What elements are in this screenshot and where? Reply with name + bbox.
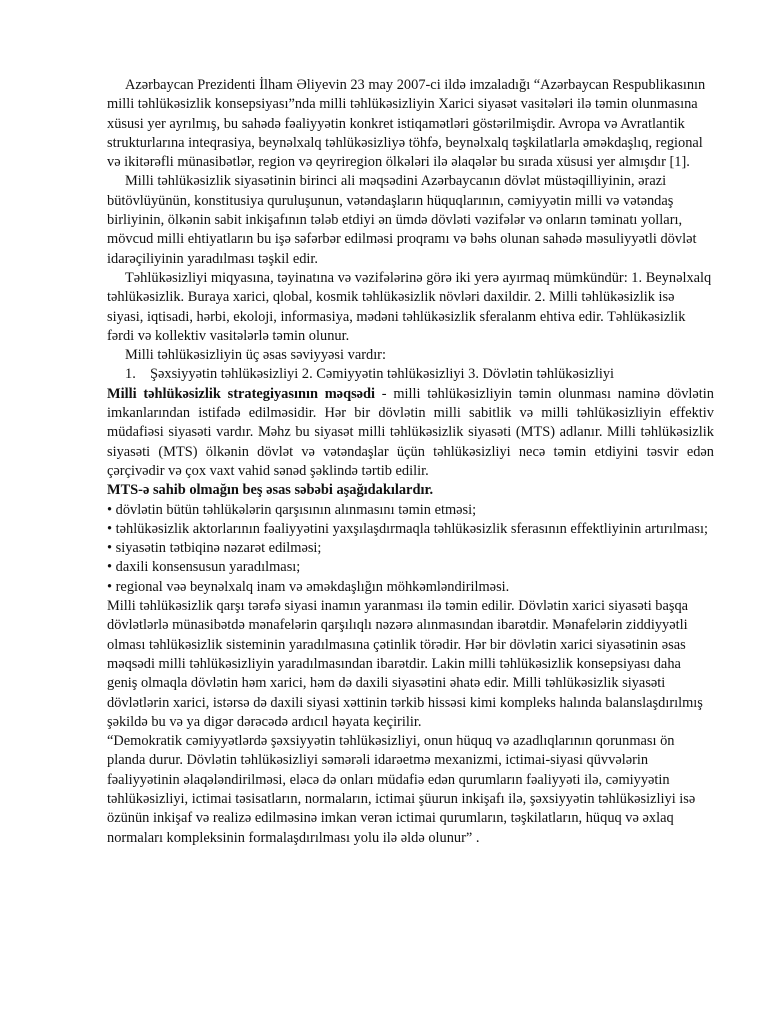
strategy-goal-term: Milli təhlükəsizlik strategiyasının məqsədi (107, 385, 376, 402)
list-number: 1. (125, 366, 136, 383)
bullet-item-1: • dövlətin bütün təhlükələrin qarşısının alınmasını təmin etməsi; (107, 501, 477, 518)
bullet-item-2: • təhlükəsizlik aktorlarının fəaliyyətini yaxşılaşdırmaqla təhlükəsizlik sferasının effektliyinin artırılması; (107, 520, 709, 537)
bullet-item-5: • regional vəə beynəlxalq inam və əməkdaşlığın möhkəmləndirilməsi. (107, 578, 510, 595)
document-page (107, 76, 714, 848)
paragraph-levels-intro: Milli təhlükəsizliyin üç əsas səviyyəsi vardır: (125, 347, 386, 364)
paragraph-quote: “Demokratik cəmiyyətlərdə şəxsiyyətin təhlükəsizliyi, onun hüquq və azadlıqlarının qorunması ön planda durur. Dövlətin təhlükəsizliyi səmərəli idarəetmə mexanizmi, ictimai-siyasi qüvvələrin fəaliyyətinin əlaqələndirilməsi, eləcə də onları müdafiə edən qurumların fəaliyyəti ilə, cəmiyyətin təhlükəsizliyi, ictimai təsisatların, normaların, ictimai şüurun inkişafı ilə, şəxsiyyətin təhlükəsizliyi isə özünün inkişaf və realizə edilməsinə imkan verən ictimai qurumların, təşkilatların, hüquq və əxlaq normaları kompleksinin formalaşdırılması yolu ilə əldə olunur” . (107, 733, 696, 846)
strategy-goal-text: - milli təhlükəsizliyin təmin olunması naminə dövlətin imkanlarından istifadə edilməsidir. Hər bir dövlətin milli sabitlik və milli təhlükəsizliyin effektiv müdafiəsi siyasəti vardır. Məhz bu siyasət milli təhlükəsizlik siyasəti (MTS) adlanır. Milli təhlükəsizlik siyasəti (MTS) ölkənin dövlət və vətəndaşlar üçün təhlükəsizliyi necə təmin etdiyini təsvir edən çərçivədir və çox vaxt vahid sənəd şəklində tərtib edilir. (107, 385, 714, 479)
paragraph-policy-goal: Milli təhlükəsizlik siyasətinin birinci ali məqsədini Azərbaycanın dövlət müstəqilliyinin, ərazi bütövlüyünün, konstitusiya quruluşunun, vətəndaşların hüquqlarının, cəmiyyətin milli və vətəndaş birliyinin, ölkənin sabit inkişafının tələb etdiyi ən ümdə dövləti vəzifələr və onların təminatı yolları, mövcud milli ehtiyatların bu işə səfərbər edilməsi proqramı və bəhs olunan sahədə məsuliyyətli dövlət idarəçiliyinin yaradılması təşkil edir. (107, 173, 697, 267)
numbered-list-item (107, 365, 714, 384)
paragraph-security-types: Təhlükəsizliyi miqyasına, təyinatına və vəzifələrinə görə iki yerə ayırmaq mümkündür: 1. Beynəlxalq təhlükəsizlik. Buraya xarici, qlobal, kosmik təhlükəsizlik növləri daxildir. 2. Milli təhlükəsizlik isə siyasi, iqtisadi, hərbi, ekoloji, informasiya, mədəni təhlükəsizlik sferalanm ehtiva edir. Təhlükəsizlik fərdi və kollektiv vasitələrlə təmin olunur. (107, 269, 712, 344)
bullet-item-3: • siyasətin tətbiqinə nəzarət edilməsi; (107, 540, 322, 557)
paragraph-strategy-goal (107, 385, 714, 481)
paragraph-intro: Azərbaycan Prezidenti İlham Əliyevin 23 may 2007-ci ildə imzaladığı “Azərbaycan Respublikasının milli təhlükəsizlik konsepsiyası”nda milli təhlükəsizliyin Xarici siyasət vasitələri ilə təmin olunmasına xüsusi yer ayrılmış, bu sahədə fəaliyyətin konkret istiqamətləri göstərilmişdir. Avropa və Avratlantik strukturlarına inteqrasiya, beynəlxalq təhlükəsizliyə töhfə, beynəlxalq təşkilatlarla əməkdaşlıq, regional və ikitərəfli münasibətlər, region və qeyriregion ölkələri ilə əlaqələr bu sırada xüsusi yer almışdır [1]. (107, 77, 706, 171)
list-item-text: Şəxsiyyətin təhlükəsizliyi 2. Cəmiyyətin təhlükəsizliyi 3. Dövlətin təhlükəsizliyi (150, 366, 615, 383)
section-heading: MTS-ə sahib olmağın beş əsas səbəbi aşağıdakılardır. (107, 482, 434, 499)
bullet-item-4: • daxili konsensusun yaradılması; (107, 559, 301, 576)
paragraph-foreign-policy: Milli təhlükəsizlik qarşı tərəfə siyasi inamın yaranması ilə təmin edilir. Dövlətin xarici siyasəti başqa dövlətlərlə münasibətdə mənafelərin qarşılıqlı nəzərə alınmasından ibarətdir. Mənafelərin ziddiyyətli olması təhlükəsizlik sisteminin yaradılmasına çətinlik törədir. Hər bir dövlətin xarici siyasətinin əsas məqsədi milli təhlükəsizliyin yaradılmasından ibarətdir. Lakin milli təhlükəsizlik konsepsiyası daha geniş olmaqla dövlətin həm xarici, həm də daxili siyasətini əhatə edir. Milli təhlükəsizlik siyasəti dövlətlərin xarici, istərsə də daxili siyasi xəttinin tərkib hissəsi kimi kompleks halında balanslaşdırılmış şəkildə bu və ya digər dərəcədə ardıcıl həyata keçirilir. (107, 598, 703, 730)
